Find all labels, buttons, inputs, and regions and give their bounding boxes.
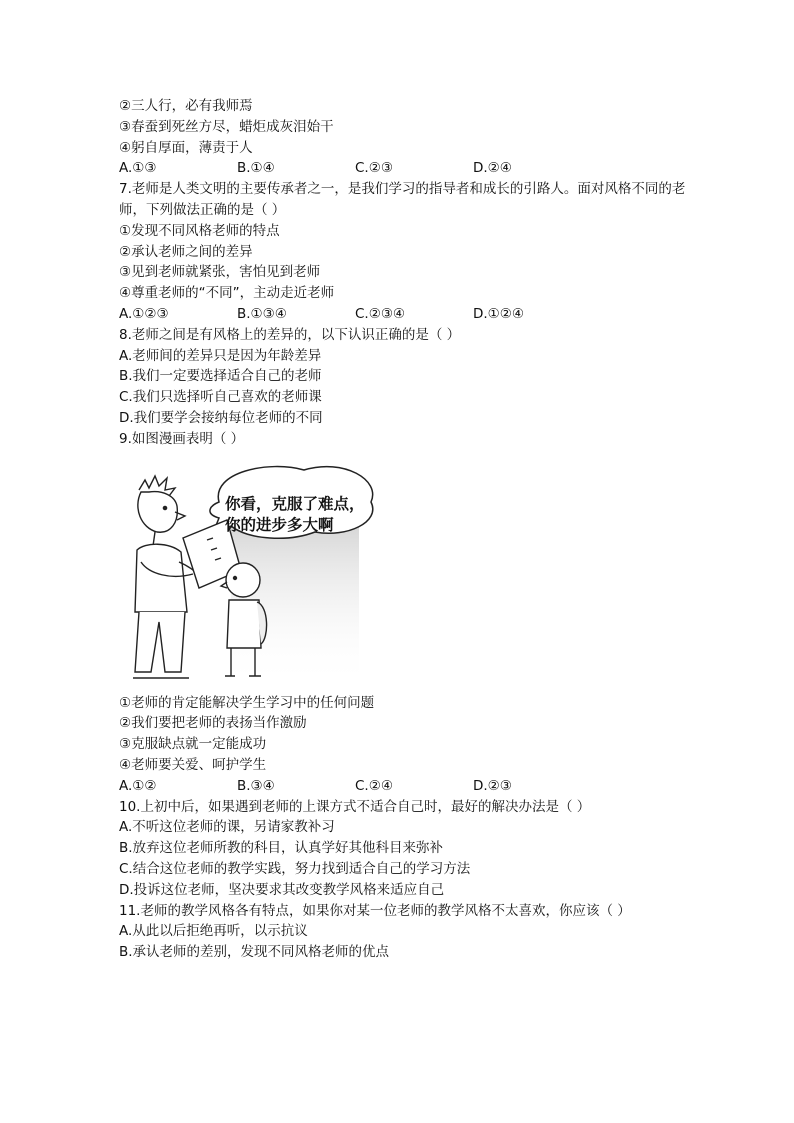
q9-options xyxy=(119,776,689,797)
q7-option-b: B.①③④ xyxy=(237,305,287,322)
q9-option-c: C.②④ xyxy=(355,777,393,794)
q6-item-2: ②三人行，必有我师焉 xyxy=(119,98,253,114)
q11-option-a: A.从此以后拒绝再听，以示抗议 xyxy=(119,923,308,940)
q7-option-a: A.①②③ xyxy=(119,305,169,322)
bubble-line-2: 你的进步多大啊 xyxy=(225,515,334,534)
q7-options xyxy=(119,304,689,325)
q6-item-3: ③春蚕到死丝方尽，蜡炬成灰泪始干 xyxy=(119,118,334,135)
q6-options xyxy=(119,158,689,179)
q7-item-1: ①发现不同风格老师的特点 xyxy=(119,222,280,239)
q10-option-a: A.不听这位老师的课，另请家教补习 xyxy=(119,819,335,836)
q9-stem: 9.如图漫画表明（ ） xyxy=(119,430,245,447)
teacher-figure xyxy=(133,476,205,678)
q7-option-d: D.①②④ xyxy=(473,305,524,322)
q7-stem: 7.老师是人类文明的主要传承者之一，是我们学习的指导者和成长的引路人。面对风格不同的老师，下列做法正确的是（ ） xyxy=(119,181,686,218)
q8-option-b: B.我们一定要选择适合自己的老师 xyxy=(119,368,322,385)
q11-stem: 11.老师的教学风格各有特点，如果你对某一位老师的教学风格不太喜欢，你应该（ ） xyxy=(119,902,631,919)
bubble-line-1: 你看，克服了难点， xyxy=(225,494,365,513)
q7-item-2: ②承认老师之间的差异 xyxy=(119,243,253,260)
q9-item-2: ②我们要把老师的表扬当作激励 xyxy=(119,715,307,732)
q8-option-a: A.老师间的差异只是因为年龄差异 xyxy=(119,347,322,364)
q8-stem: 8.老师之间是有风格上的差异的，以下认识正确的是（ ） xyxy=(119,326,461,343)
q7-item-4: ④尊重老师的“不同”，主动走近老师 xyxy=(119,285,335,302)
document-page xyxy=(119,96,689,963)
q8-option-d: D.我们要学会接纳每位老师的不同 xyxy=(119,409,323,426)
q7-option-c: C.②③④ xyxy=(355,305,406,322)
q9-item-3: ③克服缺点就一定能成功 xyxy=(119,736,267,753)
q9-option-b: B.③④ xyxy=(237,777,275,794)
q9-option-d: D.②③ xyxy=(473,777,512,794)
q6-option-a: A.①③ xyxy=(119,160,157,177)
q9-item-1: ①老师的肯定能解决学生学习中的任何问题 xyxy=(119,694,375,711)
q6-item-4: ④躬自厚面，薄责于人 xyxy=(119,139,253,156)
cartoon-figure xyxy=(119,462,389,687)
q6-option-d: D.②④ xyxy=(473,160,512,177)
q10-option-c: C.结合这位老师的教学实践，努力找到适合自己的学习方法 xyxy=(119,860,471,877)
q7-item-3: ③见到老师就紧张，害怕见到老师 xyxy=(119,264,321,281)
q10-option-d: D.投诉这位老师，坚决要求其改变教学风格来适应自己 xyxy=(119,881,445,898)
speech-bubble-text xyxy=(225,494,365,536)
q9-option-a: A.①② xyxy=(119,777,157,794)
q6-option-c: C.②③ xyxy=(355,160,393,177)
q8-option-c: C.我们只选择听自己喜欢的老师课 xyxy=(119,389,322,406)
q11-option-b: B.承认老师的差别，发现不同风格老师的优点 xyxy=(119,944,390,961)
q6-option-b: B.①④ xyxy=(237,160,275,177)
q10-stem: 10.上初中后，如果遇到老师的上课方式不适合自己时，最好的解决办法是（ ） xyxy=(119,798,591,815)
q9-item-4: ④老师要关爱、呵护学生 xyxy=(119,756,267,773)
q10-option-b: B.放弃这位老师所教的科目，认真学好其他科目来弥补 xyxy=(119,840,444,857)
